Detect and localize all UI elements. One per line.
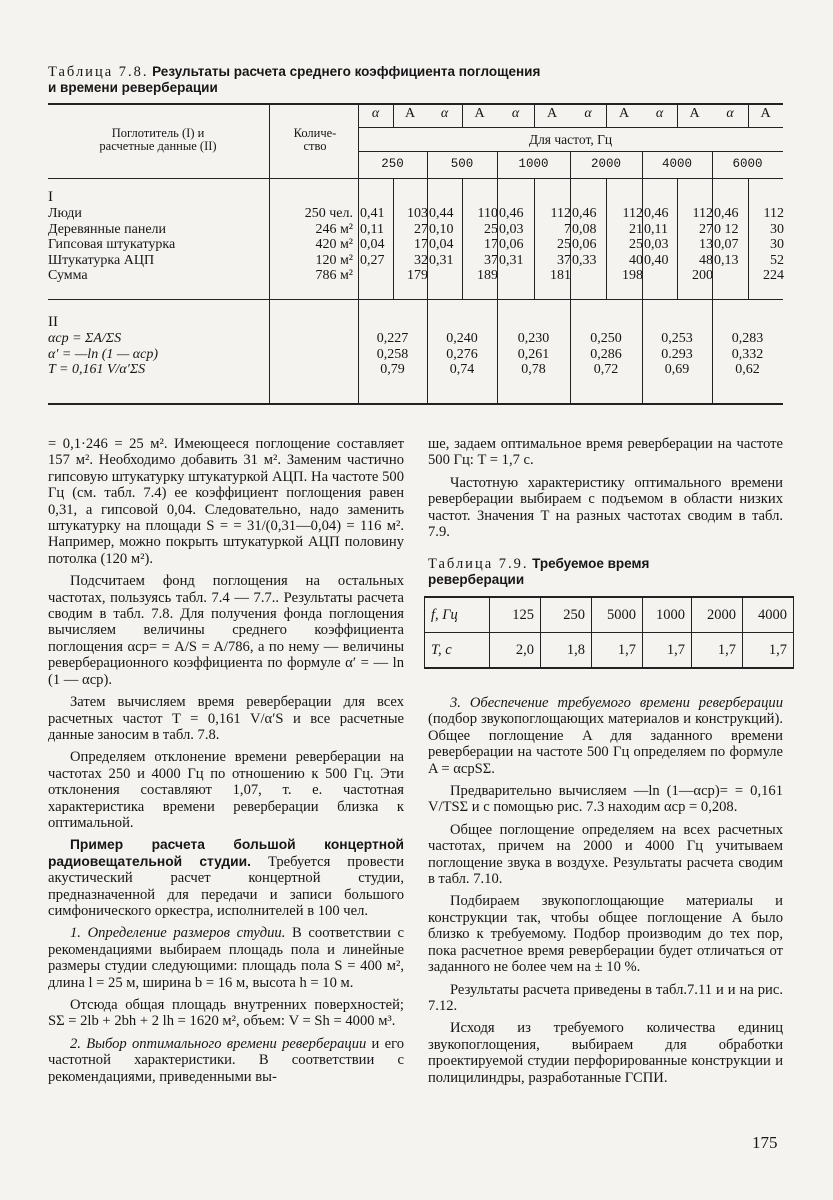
absorber-name: Гипсовая штукатурка [48,237,176,252]
time-cell: 1,7 [643,633,692,669]
quantity-cell: 420 м² [315,237,353,252]
paragraph: Общее поглощение определяем на всех расчетных частотах, причем на 2000 и 4000 Гц учитываем поглощение звука в воздухе. Результаты расчета сводим в табл. 7.10. [428,821,783,888]
calc-cell: 0,258 [376,346,409,362]
A-column [536,206,571,284]
header-quantity [272,127,358,153]
calc-formula: αср = ΣA/ΣS [48,331,122,346]
absorber-quantities [270,206,353,284]
A-sum-cell: 181 [550,268,571,283]
calc-cell: 0,227 [376,331,409,346]
calc-column [497,331,570,378]
A-cell: 112 [550,206,571,221]
calc-cell: 0,250 [590,331,622,346]
absorber-name: Деревянные панели [48,221,167,237]
alpha-cell: 0,11 [360,221,384,237]
A-column [395,206,428,284]
alpha-cell: 0,31 [429,252,454,268]
A-cell: 40 [629,252,643,268]
calc-cell: 0,79 [380,362,405,377]
table-7-8-label: Таблица 7.8. [48,64,149,80]
A-column [464,206,498,284]
alpha-column [714,206,739,268]
A-sum-cell: 198 [622,268,643,283]
A-cell: 17 [484,237,498,252]
frequency-cell: 125 [490,597,541,633]
frequency-cell: 5000 [592,597,643,633]
header-absorber-line1: Поглотитель (I) и [111,126,205,140]
alpha-cell: 0,04 [360,237,385,252]
table-7-8-title-line1: Результаты расчета среднего коэффициента поглощения [152,64,541,79]
header-A: A [760,106,771,121]
calc-formulas [48,331,158,378]
table-row-frequency [425,597,794,633]
quantity-cell: 120 м² [315,252,353,268]
A-cell: 30 [770,221,784,237]
alpha-cell: 0,11 [644,221,668,237]
header-A: A [546,106,558,121]
alpha-column [429,206,454,268]
left-text-column [48,436,404,1091]
A-column [608,206,643,284]
alpha-cell: 0,46 [714,206,739,221]
header-absorber-line2: расчетные данные (II) [99,139,217,153]
A-cell: 25 [557,237,571,252]
A-cell: 52 [770,252,784,268]
calc-column [358,331,427,378]
alpha-cell: 0,10 [429,221,454,237]
paragraph: Отсюда общая площадь внутренних поверхностей; SΣ = 2lb + 2bh + 2 lh = 1620 м², объем: V = Sh = 4000 м³. [48,997,404,1030]
alpha-cell: 0,04 [429,237,454,252]
calc-cell: 0,332 [731,346,764,362]
calc-cell: 0,72 [593,362,619,377]
A-sum-cell: 224 [763,268,784,283]
step1-title: 1. Определение размеров студии. [70,925,286,942]
alpha-cell: 0,03 [644,237,669,252]
header-alpha: α [584,106,592,121]
A-cell: 112 [692,206,713,221]
step2-body: и его частотной характеристики. В соответствии с рекомендациями, приведенными вы- [48,1035,404,1085]
time-cell: 1,7 [743,633,794,669]
quantity-cell: 786 м² [315,268,353,283]
step1-body: В соответствии с рекомендациями выбираем площадь пола и линейные размеры студии следующими: площадь пола S = 400 м², длина l = 25 м, ширина b = 16 м, высота h = 10 м. [48,925,404,991]
header-alpha: α [371,106,380,121]
calc-formula: α′ = —ln (1 — αср) [48,346,159,362]
table-7-8-title-line2: и времени реверберации [48,80,218,95]
alpha-cell: 0,27 [360,252,385,268]
A-cell: 25 [484,221,498,237]
absorber-name: Сумма [48,268,88,283]
header-A: A [404,106,416,121]
table-7-9-title-line2: реверберации [428,572,525,587]
table-row-time [425,633,794,669]
absorber-names [48,206,175,284]
calc-cell: 0,62 [735,362,760,377]
paragraph: Частотную характеристику оптимального времени реверберации выбираем с подъемом в области низких частот. Значения T на разных частотах сводим в табл. 7.9. [428,474,783,541]
paragraph: Результаты расчета приведены в табл.7.11 и и на рис. 7.12. [428,981,783,1014]
A-cell: 103 [407,206,428,221]
header-frequency: 4000 [661,157,692,171]
example-title: Пример расчета большой концертной радиовещательной студии. [48,837,404,869]
A-cell: 112 [763,206,784,221]
A-cell: 110 [477,206,498,221]
step2-title: 2. Выбор оптимального времени реверберации [70,1035,367,1052]
alpha-cell: 0,41 [360,206,385,221]
A-cell: 7 [564,221,571,237]
table-rule-alpha [358,127,783,128]
A-cell: 30 [770,237,784,252]
frequency-label: f, Гц [425,597,490,633]
paragraph: Исходя из требуемого количества единиц звукопоглощения, выбираем для обработки проектируемой студии перфорированные конструкции и полицилиндры, разработанные ГСПИ. [428,1020,783,1086]
table-7-9-label: Таблица 7.9. [428,556,529,572]
calc-cell: 0,74 [449,362,475,377]
calc-cell: 0.293 [661,346,693,362]
header-quantity-line2: ство [303,139,327,153]
A-cell: 27 [414,221,428,237]
header-frequency: 2000 [590,157,621,171]
alpha-cell: 0,44 [429,206,454,221]
header-frequency: 6000 [732,157,763,171]
paragraph: = 0,1·246 = 25 м². Имеющееся поглощение составляет 157 м². Необходимо добавить 31 м². Заменим частично гипсовую штукатурку штукатуркой АЦП. На частоте 500 Гц (см. табл. 7.4) ее коэффициент поглощения равен 0,31, а гипсовой 0,04. Следовательно, надо заменить штукатурку на площади S = = 31/(0,31—0,04) = 116 м². Например, можно покрыть штукатуркой АЦП половину потолка (120 м²). [48,436,404,567]
header-frequency: 500 [450,157,474,171]
table-7-9 [424,596,794,669]
absorber-name: Люди [48,206,82,221]
alpha-column [360,206,385,268]
table-rule-section [48,299,783,300]
paragraph: Определяем отклонение времени реверберации на частотах 250 и 4000 Гц по отношению к 500 Гц. Эти отклонения составляют 1,07, т. е. частотная характеристика времени реверберации близка к оптимальной. [48,749,404,831]
section-i-label: I [48,189,53,205]
right-text-bottom [428,695,783,1092]
A-cell: 48 [699,252,713,268]
time-cell: 1,7 [592,633,643,669]
alpha-cell: 0,31 [499,252,524,268]
frequency-cell: 4000 [743,597,794,633]
paragraph: Затем вычисляем время реверберации для всех расчетных частот T = 0,161 V/α′S и все расчетные данные заносим в табл. 7.8. [48,694,404,743]
quantity-cell: 246 м² [315,221,353,237]
calc-column [427,331,497,378]
A-cell: 13 [699,237,713,252]
paragraph: Подсчитаем фонд поглощения на остальных частотах, пользуясь табл. 7.4 — 7.7.. Результаты расчета сводим в табл. 7.8. Для получения фонда поглощения вычисляем величины среднего коэффициента поглощения αср= = A/S = A/786, а по нему — величины реверберационного коэффициента по формуле α′ = — ln (1 — αср). [48,573,404,688]
header-frequencies: Для частот, Гц [528,132,613,147]
A-sum-cell: 189 [477,268,498,283]
section-ii-label: II [48,314,58,330]
absorber-name: Штукатурка АЦП [48,252,155,268]
alpha-cell: 0,06 [572,237,597,252]
quantity-cell: 250 чел. [304,206,353,221]
time-cell: 1,7 [692,633,743,669]
calc-formula: T = 0,161 V/α′ΣS [48,362,146,377]
alpha-cell: 0,08 [572,221,597,237]
A-cell: 27 [699,221,713,237]
alpha-cell: 0,07 [714,237,739,252]
calc-cell: 0,253 [661,331,693,346]
alpha-cell: 0,46 [572,206,597,221]
paragraph: Предварительно вычисляем —ln (1—αср)= = 0,161 V/TSΣ и с помощью рис. 7.3 находим αср = 0,208. [428,783,783,816]
alpha-cell: 0 12 [714,221,739,237]
calc-column [570,331,642,378]
example-paragraph [48,837,404,919]
alpha-cell: 0,03 [499,221,524,237]
calc-cell: 0,276 [446,346,478,362]
calc-cell: 0,286 [590,346,622,362]
A-cell: 112 [622,206,643,221]
header-frequency: 250 [381,157,404,171]
header-absorber [58,127,258,153]
step1-paragraph [48,925,404,991]
table-7-9-title-line1: Требуемое время [532,556,650,571]
calc-cell: 0,69 [664,362,690,377]
header-alpha: α [440,106,449,121]
header-A: A [474,106,485,121]
alpha-cell: 0,06 [499,237,524,252]
header-frequency: 1000 [518,157,549,171]
step3-body: (подбор звукопоглощающих материалов и конструкций). Общее поглощение A для заданного времени реверберации на частоте 500 Гц определяем по формуле A = αсрSΣ. [428,711,783,777]
right-text-top [428,436,783,546]
table-7-9-caption [428,556,649,588]
calc-cell: 0,230 [517,331,550,346]
table-7-8-caption [48,64,540,96]
step2-paragraph [48,1036,404,1085]
header-A: A [618,106,630,121]
time-cell: 2,0 [490,633,541,669]
header-A: A [689,106,700,121]
calc-cell: 0,240 [446,331,478,346]
page-number: 175 [752,1133,778,1152]
table-rule-bottom [48,403,783,405]
calc-column [712,331,783,378]
frequency-cell: 1000 [643,597,692,633]
A-column [679,206,713,284]
paragraph: ше, задаем оптимальное время реверберации на частоте 500 Гц: T = 1,7 с. [428,436,783,469]
A-cell: 17 [414,237,428,252]
calc-cell: 0,261 [517,346,550,362]
alpha-cell: 0,46 [644,206,669,221]
header-alpha: α [511,106,520,121]
A-cell: 21 [629,221,643,237]
A-column [750,206,784,284]
step3-paragraph [428,695,783,777]
table-rule-top [48,103,783,105]
alpha-column [572,206,597,268]
alpha-cell: 0,46 [499,206,524,221]
alpha-cell: 0,33 [572,252,597,268]
alpha-column [644,206,669,268]
A-sum-cell: 200 [692,268,713,283]
calc-cell: 0,78 [521,362,546,377]
time-cell: 1,8 [541,633,592,669]
calc-column [642,331,712,378]
calc-cell: 0,283 [731,331,764,346]
header-alpha: α [726,106,734,121]
A-sum-cell: 179 [407,268,428,283]
frequency-cell: 250 [541,597,592,633]
step3-title: 3. Обеспечение требуемого времени реверберации [450,695,783,711]
A-cell: 37 [484,252,498,268]
A-cell: 25 [629,237,643,252]
header-alpha: α [655,106,664,121]
A-cell: 37 [557,252,571,268]
table-7-8 [48,103,783,405]
frequency-cell: 2000 [692,597,743,633]
alpha-column [499,206,524,268]
paragraph: Подбираем звукопоглощающие материалы и конструкции так, чтобы общее поглощение A было близко к требуемому. Подбор производим до тех пор, пока расчетное время реверберации будет отличаться от заданного не более чем на ± 10 %. [428,893,783,976]
time-label: T, с [425,633,490,669]
example-body: Требуется провести акустический расчет концертной студии, предназначенной для передачи и записи большого симфонического оркестра, исполнителей в 100 чел. [48,853,405,919]
alpha-cell: 0,40 [644,252,669,268]
header-quantity-line1: Количе- [293,126,337,140]
alpha-cell: 0,13 [714,252,739,268]
A-cell: 32 [414,252,428,268]
table-rule-header [48,178,783,179]
